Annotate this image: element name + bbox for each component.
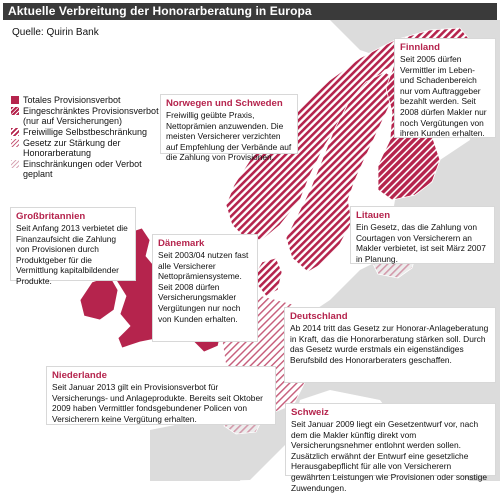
legend-item-voluntary [11,127,161,137]
legend-label: Einschränkungen oder Verbot geplant [23,159,142,179]
callout-body: Seit Januar 2013 gilt ein Provisionsverbot für Versicherungs- und Anlageprodukte. Bereits seit Oktober 2009 haben Vermittler fondsgebundener Policen von Versicherern keine Vergütung erhalten. [52,382,263,424]
callout-body: Seit Anfang 2013 verbietet die Finanzaufsicht die Zahlung von Provisionen durch Produktgeber für die Vermittlung kapitalbildender Produkte. [16,223,128,286]
legend-item-restricted [11,106,161,126]
legend-swatch-restricted [11,107,19,115]
callout-norwegen-schweden [160,94,298,163]
callout-finnland [394,38,496,138]
callout-grossbritannien [10,207,136,286]
callout-title: Dänemark [158,238,205,249]
legend-label: Totales Provisionsverbot [23,95,121,105]
callout-title: Finnland [400,42,440,53]
legend-swatch-voluntary [11,128,19,136]
map-legend [11,95,161,180]
callout-body: Seit Januar 2009 liegt ein Gesetzentwurf vor, nach dem die Makler künftig direkt vom Versicherungsnehmer entlohnt werden sollen. Zusätzlich erwähnt der Entwurf eine gesetzliche Herausgabepflicht für alle von Versicherern gewährten Leistungen wie Provisionen oder sonstige Zuwendungen. [291,419,488,493]
callout-body: Seit 2003/04 nutzen fast alle Versicherer Nettoprämiensysteme. Seit 2008 dürfen Versicherungsmakler Vergütungen nur noch von Kunden erhalten. [158,250,249,324]
legend-label: Gesetz zur Stärkung der Honorarberatung [23,138,121,158]
callout-schweiz [285,403,496,493]
denmark-shape [256,258,282,296]
legend-item-planned [11,159,161,179]
callout-title: Deutschland [290,311,348,322]
callout-title: Großbritannien [16,211,86,222]
legend-swatch-law [11,139,19,147]
callout-body: Ein Gesetz, das die Zahlung von Courtagen von Versicherern an Makler verbietet, ist seit März 2007 in Planung. [356,222,486,264]
legend-label: Freiwillige Selbstbeschränkung [23,127,148,137]
callout-body: Freiwillig geübte Praxis, Nettoprämien anzuwenden. Die meisten Versicherer verzichten auf Empfehlung der Verbände auf die Zahlung von Provisionen. [166,110,292,163]
callout-body: Seit 2005 dürfen Vermittler im Leben- und Schadenbereich nur vom Auftraggeber bezahlt werden. Seit 2008 dürfen Makler nur noch Vergütungen von ihren Kunden erhalten. [400,54,487,139]
callout-body: Ab 2014 tritt das Gesetz zur Honorar-Anlageberatung in Kraft, das die Honorarberatung stärken soll. Durch das Gesetz wurde erstmals ein eigenständiges Berufsbild des Honorarberaters geschaffen. [290,323,489,365]
callout-litauen [350,206,495,264]
legend-item-law [11,138,161,158]
page-title: Aktuelle Verbreitung der Honorarberatung in Europa [3,3,497,20]
legend-item-total [11,95,161,105]
callout-title: Schweiz [291,407,329,418]
source-label: Quelle: Quirin Bank [12,27,99,38]
callout-daenemark [152,234,258,342]
legend-swatch-total [11,96,19,104]
callout-title: Litauen [356,210,391,221]
legend-swatch-planned [11,160,19,168]
legend-label: Eingeschränktes Provisionsverbot (nur auf Versicherungen) [23,106,159,126]
callout-title: Niederlande [52,370,107,381]
callout-deutschland [284,307,496,383]
callout-title: Norwegen und Schweden [166,98,283,109]
callout-niederlande [46,366,276,425]
